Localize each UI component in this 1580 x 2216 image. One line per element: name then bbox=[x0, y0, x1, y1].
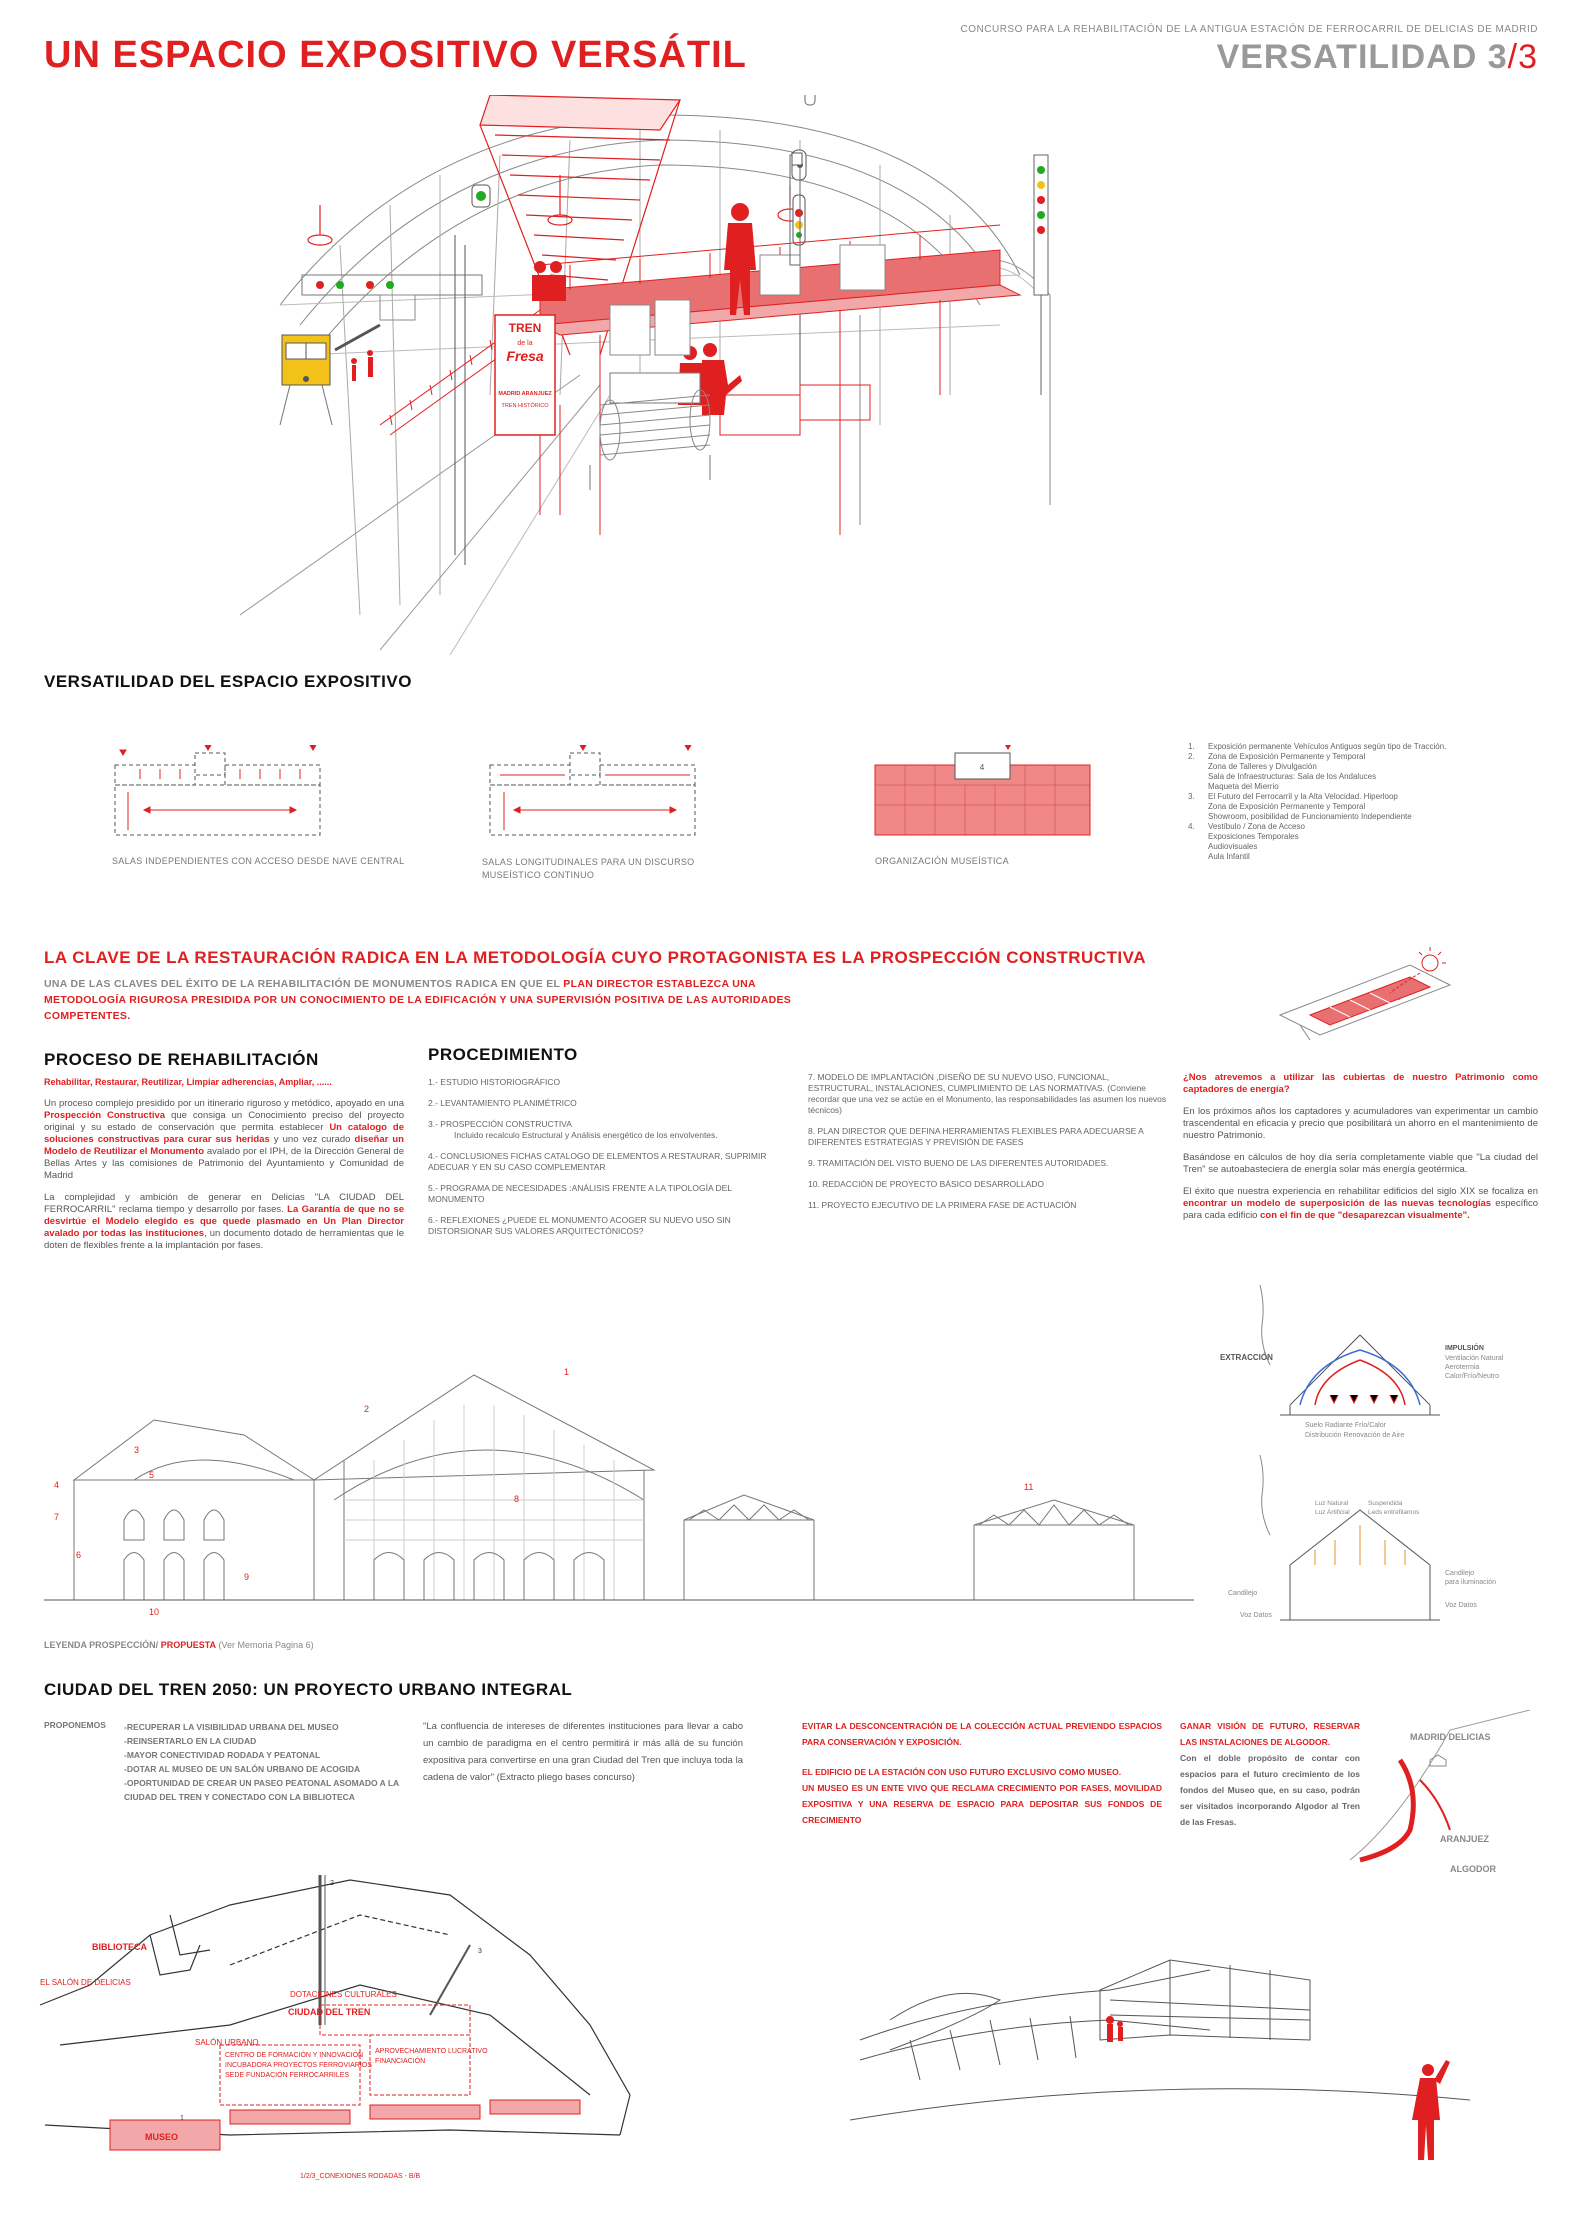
svg-text:4: 4 bbox=[979, 763, 985, 772]
plan-museo: MUSEO bbox=[145, 2132, 179, 2142]
procedimiento-col2 bbox=[808, 1072, 1168, 1221]
legend-row: 1. Exposición permanente Vehículos Antiguos según tipo de Tracción. bbox=[1188, 742, 1447, 751]
plan-biblioteca: BIBLIOTECA bbox=[92, 1942, 147, 1952]
legend-row: 3. El Futuro del Ferrocarril y la Alta Velocidad. Hiperloop bbox=[1188, 792, 1398, 801]
poster-line4: MADRID ARANJUEZ bbox=[498, 391, 552, 397]
proposal-item: -DOTAR AL MUSEO DE UN SALÓN URBANO DE ACOGIDA bbox=[124, 1764, 361, 1774]
ciudad-red-block bbox=[802, 1718, 1162, 1828]
plan-salon-delicias: EL SALÓN DE DELICIAS bbox=[40, 1978, 131, 1987]
legend-row: Showroom, posibilidad de Funcionamiento Independiente bbox=[1208, 812, 1412, 821]
poster-line2: de la bbox=[517, 340, 533, 347]
urban-plan bbox=[30, 1875, 690, 2185]
section-label: 9 bbox=[244, 1572, 250, 1582]
section-label: 1 bbox=[564, 1367, 570, 1377]
clave-intro-gray: UNA DE LAS CLAVES DEL ÉXITO DE LA REHABILITACIÓN DE MONUMENTOS RADICA EN QUE EL bbox=[44, 978, 561, 990]
page-title: UN ESPACIO EXPOSITIVO VERSÁTIL bbox=[44, 34, 747, 76]
section-label: 6 bbox=[76, 1550, 82, 1560]
legend-row: Aula Infantil bbox=[1208, 852, 1250, 861]
building-section-drawing bbox=[44, 1360, 1194, 1620]
plan-salon-urbano: SALÓN URBANO bbox=[195, 2038, 259, 2047]
procedimiento-item: 11. PROYECTO EJECUTIVO DE LA PRIMERA FASE DE ACTUACIÓN bbox=[808, 1200, 1077, 1210]
solar-roof-sketch bbox=[1270, 945, 1470, 1055]
proposal-item: -OPORTUNIDAD DE CREAR UN PASEO PEATONAL ASOMADO A LA CIUDAD DEL TREN Y CONECTADO CON LA BIBLIOTECA bbox=[124, 1778, 399, 1802]
energia-p3: El éxito que nuestra experiencia en rehabilitar edificios del siglo XIX se focaliza en encontrar un modelo de superposición de las nuevas tecnologías específico para cada edificio con el fin de que "desaparezcan visualmente". bbox=[1183, 1186, 1538, 1221]
map-label-madrid: MADRID DELICIAS bbox=[1410, 1732, 1491, 1742]
energia-p2: Basándose en cálculos de hoy día sería completamente viable que "La ciudad del Tren" se autoabasteciera de energía solar más energía geotérmica. bbox=[1183, 1152, 1538, 1175]
procedimiento-item: 1.- ESTUDIO HISTORIOGRÁFICO bbox=[428, 1077, 561, 1087]
legend-row: Zona de Talleres y Divulgación bbox=[1208, 762, 1317, 771]
procedimiento-item: 5.- PROGRAMA DE NECESIDADES :ANÁLISIS FRENTE A LA TIPOLOGÍA DEL MONUMENTO bbox=[428, 1183, 732, 1204]
section-label: 10 bbox=[149, 1607, 160, 1617]
plan-dotaciones: DOTACIONES CULTURALES bbox=[290, 1990, 397, 1999]
proceso-body bbox=[44, 1098, 404, 1252]
ciudad-evitar: EVITAR LA DESCONCENTRACIÓN DE LA COLECCIÓN ACTUAL PREVIENDO ESPACIOS PARA CONSERVACIÓN Y EXPOSICIÓN. bbox=[802, 1721, 1162, 1747]
procedimiento-title: PROCEDIMIENTO bbox=[428, 1045, 578, 1064]
legend-row: Exposiciones Temporales bbox=[1208, 832, 1299, 841]
section-legend: LEYENDA PROSPECCIÓN/ PROPUESTA (Ver Memoria Pagina 6) bbox=[44, 1640, 314, 1650]
map-label-algodor: ALGODOR bbox=[1450, 1864, 1496, 1874]
plan-incubadora: INCUBADORA PROYECTOS FERROVIARIOS bbox=[225, 2062, 372, 2069]
section-label: 5 bbox=[149, 1470, 155, 1480]
ciudad-museo-vivo: UN MUSEO ES UN ENTE VIVO QUE RECLAMA CRECIMIENTO POR FASES, MOVILIDAD EXPOSITIVA Y UNA RESERVA DE ESPACIO PARA DEPOSITAR SUS FONDOS DE CRECIMIENTO bbox=[802, 1783, 1162, 1825]
climate-distribucion: Distribución Renovación de Aire bbox=[1305, 1432, 1405, 1439]
versatilidad-total: /3 bbox=[1507, 38, 1538, 76]
poster-line3: Fresa bbox=[506, 348, 544, 364]
poster-line1: TREN bbox=[508, 321, 542, 335]
proposal-item: -RECUPERAR LA VISIBILIDAD URBANA DEL MUSEO bbox=[124, 1722, 339, 1732]
climate-impulsion: IMPULSIÓN bbox=[1445, 1345, 1484, 1352]
proceso-subtitle: Rehabilitar, Restaurar, Reutilizar, Limpiar adherencias, Ampliar, ...... bbox=[44, 1077, 332, 1087]
legend-row: Audiovisuales bbox=[1208, 842, 1258, 851]
plan-centro: CENTRO DE FORMACIÓN Y INNOVACIÓN bbox=[225, 2052, 364, 2059]
ciudad-proponemos: PROPONEMOS bbox=[44, 1720, 106, 1730]
procedimiento-item: 2.- LEVANTAMIENTO PLANIMÉTRICO bbox=[428, 1098, 577, 1108]
climate-voz-datos-right: Voz Datos bbox=[1445, 1602, 1477, 1609]
proposal-item: -MAYOR CONECTIVIDAD RODADA Y PEATONAL bbox=[124, 1750, 321, 1760]
procedimiento-col1 bbox=[428, 1077, 788, 1247]
climate-leds: Leds entrefilamos bbox=[1368, 1509, 1420, 1516]
ciudad-quote: "La confluencia de intereses de diferentes instituciones para llevar a cabo un cambio de paradigma en el centro permitirá ir más allá de su función expositiva para convertirse en una gran Ciudad del Tren que incluya toda la cadena de valor" (Extracto pliego bases concurso) bbox=[423, 1721, 743, 1783]
ciudad-edificio: EL EDIFICIO DE LA ESTACIÓN CON USO FUTURO EXCLUSIVO COMO MUSEO. bbox=[802, 1767, 1122, 1777]
climate-luz-natural: Luz Natural bbox=[1315, 1500, 1349, 1507]
section-label: 7 bbox=[54, 1512, 60, 1522]
ciudad-title: CIUDAD DEL TREN 2050: UN PROYECTO URBANO INTEGRAL bbox=[44, 1680, 573, 1699]
legend-row: Sala de Infraestructuras: Sala de los Andaluces bbox=[1208, 772, 1377, 781]
legend-row: Zona de Exposición Permanente y Temporal bbox=[1208, 802, 1366, 811]
plan-aprovechamiento: APROVECHAMIENTO LUCRATIVO bbox=[375, 2048, 488, 2055]
proceso-paragraph-1: Un proceso complejo presidido por un itinerario riguroso y metódico, apoyado en una Prospección Constructiva que consiga un Conocimiento preciso del proyecto original y su estado de conservación que permita establecer Un catalogo de soluciones constructivas para curar sus heridas y uno vez curado diseñar un Modelo de Reutilizar el Monumento avalado por el IPH, de la Dirección General de Bellas Artes y las comisiones de Patrimonio del Ayuntamiento y Comunidad de Madrid bbox=[44, 1098, 405, 1181]
map-label-aranjuez: ARANJUEZ bbox=[1440, 1834, 1490, 1844]
section-label: 8 bbox=[514, 1494, 520, 1504]
climate-impulsion-item: Calor/Frío/Neutro bbox=[1445, 1373, 1500, 1380]
climate-suspendida: Suspendida bbox=[1368, 1500, 1403, 1507]
clave-title: LA CLAVE DE LA RESTAURACIÓN RADICA EN LA METODOLOGÍA CUYO PROTAGONISTA ES LA PROSPECCIÓN CONSTRUCTIVA bbox=[44, 948, 1147, 967]
proceso-paragraph-2: La complejidad y ambición de generar en Delicias "LA CIUDAD DEL FERROCARRIL" reclama tiempo y desarrollo por fases. La Garantía de que no se desvirtúe el Modelo elegido es que quede plasmado en Un Plan Director avalado por todas las instituciones, un documento dotado de herramientas que le doten de flexibles frente a la implantación por fases. bbox=[44, 1192, 405, 1251]
ciudad-ganar: GANAR VISIÓN DE FUTURO, RESERVAR LAS INSTALACIONES DE ALGODOR. Con el doble propósito de contar con espacios para el futuro crecimiento de los fondos del Museo que, en su caso, podrán ser visitados incorporando Algodor al Tren de las Fresas. bbox=[1180, 1721, 1360, 1827]
plan-num-3: 3 bbox=[478, 1948, 482, 1955]
diagram2-caption: SALAS LONGITUDINALES PARA UN DISCURSO MUSEÍSTICO CONTINUO bbox=[482, 857, 695, 880]
section-label: 2 bbox=[364, 1404, 370, 1414]
procedimiento-item: 3.- PROSPECCIÓN CONSTRUCTIVA bbox=[428, 1119, 572, 1129]
hero-illustration bbox=[240, 95, 1240, 655]
procedimiento-item: 4.- CONCLUSIONES FICHAS CATALOGO DE ELEMENTOS A RESTAURAR, SUPRIMIR ADECUAR Y EN SU CASO COMPLEMENTAR bbox=[428, 1151, 767, 1172]
proceso-title: PROCESO DE REHABILITACIÓN bbox=[44, 1050, 319, 1069]
energia-question: ¿Nos atrevemos a utilizar las cubiertas de nuestro Patrimonio como captadores de energía? bbox=[1183, 1072, 1538, 1095]
clave-intro bbox=[44, 976, 814, 1024]
diagram3-caption: ORGANIZACIÓN MUSEÍSTICA bbox=[875, 856, 1009, 866]
diagram-organizacion-museistica bbox=[865, 745, 1125, 845]
climate-suelo: Suelo Radiante Frío/Calor bbox=[1305, 1422, 1386, 1429]
procedimiento-item: 8. PLAN DIRECTOR QUE DEFINA HERRAMIENTAS FLEXIBLES PARA ADECUARSE A DIFERENTES ESTRATEGIAS Y PREVISIÓN DE FASES bbox=[808, 1126, 1144, 1147]
diagram-salas-longitudinales bbox=[480, 745, 750, 845]
section-label: 11 bbox=[1024, 1482, 1034, 1492]
climate-luz-artificial: Luz Artificial bbox=[1315, 1509, 1350, 1516]
ciudad-proposals bbox=[124, 1720, 414, 1804]
diagram1-caption: SALAS INDEPENDIENTES CON ACCESO DESDE NAVE CENTRAL bbox=[112, 856, 405, 866]
versatilidad-title: VERSATILIDAD DEL ESPACIO EXPOSITIVO bbox=[44, 672, 412, 691]
plan-ciudad-tren: CIUDAD DEL TREN bbox=[288, 2007, 371, 2017]
climate-impulsion-item: Ventilación Natural bbox=[1445, 1355, 1504, 1362]
climate-candilejo-left: Candilejo bbox=[1228, 1590, 1258, 1597]
procedimiento-item: 9. TRAMITACIÓN DEL VISTO BUENO DE LAS DIFERENTES AUTORIDADES. bbox=[808, 1158, 1109, 1168]
climate-voz-datos-left: Voz Datos bbox=[1240, 1612, 1272, 1619]
clave-intro-red: PLAN DIRECTOR ESTABLEZCA UNA METODOLOGÍA RIGUROSA PRESIDIDA POR UN CONOCIMIENTO DE LA EDIFICACIÓN Y UNA SUPERVISIÓN POSITIVA DE LAS AUTORIDADES COMPETENTES. bbox=[44, 978, 792, 1022]
diagram-salas-independientes bbox=[110, 745, 380, 845]
energia-p1: En los próximos años los captadores y acumuladores van experimentar un cambio trascendental en eficacia y precio que posibilitará un ahorro en el mantenimiento de nuestro Patrimonio. bbox=[1183, 1106, 1538, 1141]
contest-subtitle: CONCURSO PARA LA REHABILITACIÓN DE LA ANTIGUA ESTACIÓN DE FERROCARRIL DE DELICIAS DE MADRID bbox=[960, 24, 1538, 35]
legend-row: Maqueta del Mierrio bbox=[1208, 782, 1279, 791]
legend-row: 4. Vestíbulo / Zona de Acceso bbox=[1188, 822, 1305, 831]
climate-para-iluminacion: para iluminación bbox=[1445, 1579, 1496, 1586]
versatilidad-indicator bbox=[1217, 38, 1538, 77]
plan-num-2: 2 bbox=[330, 1880, 334, 1887]
plan-num-1: 1 bbox=[180, 2115, 184, 2122]
climate-candilejo-right: Candilejo bbox=[1445, 1570, 1475, 1577]
procedimiento-item-note: Incluido recalculo Estructural y Análisis energético de los envolventes. bbox=[454, 1130, 718, 1140]
section-label: 3 bbox=[134, 1445, 140, 1455]
proposal-item: -REINSERTARLO EN LA CIUDAD bbox=[124, 1736, 257, 1746]
procedimiento-item: 6.- REFLEXIONES ¿PUEDE EL MONUMENTO ACOGER SU NUEVO USO SIN DISTORSIONAR SUS VALORES ARQUITECTÓNICOS? bbox=[428, 1215, 731, 1236]
climate-diagrams bbox=[1220, 1265, 1540, 1635]
plan-conexiones: 1/2/3_CONEXIONES RODADAS - B/B bbox=[300, 2173, 421, 2180]
plan-financiacion: FINANCIACIÓN bbox=[375, 2058, 426, 2065]
urban-perspective-sketch bbox=[850, 1920, 1470, 2180]
plan-fundacion: SEDE FUNDACIÓN FERROCARRILES bbox=[225, 2072, 350, 2079]
versatilidad-legend bbox=[1188, 742, 1528, 862]
climate-extraccion: EXTRACCIÓN bbox=[1220, 1353, 1273, 1362]
legend-row: 2. Zona de Exposición Permanente y Temporal bbox=[1188, 752, 1366, 761]
energia-block bbox=[1183, 1072, 1538, 1222]
section-label: 4 bbox=[54, 1480, 60, 1490]
poster-line5: TREN HISTÓRICO bbox=[501, 403, 549, 409]
procedimiento-item: 7. MODELO DE IMPLANTACIÓN ,DISEÑO DE SU NUEVO USO, FUNCIONAL, ESTRUCTURAL, INSTALACIONES, CUMPLIMIENTO DE LAS NORMATIVAS. (Conviene recordar que una vez se actúe en el Monumento, las responsabilidades las asumen los nuevos técnicos) bbox=[808, 1072, 1167, 1115]
route-map bbox=[1330, 1710, 1540, 1890]
climate-impulsion-item: Aerotermia bbox=[1445, 1364, 1480, 1371]
procedimiento-item: 10. REDACCIÓN DE PROYECTO BÁSICO DESARROLLADO bbox=[808, 1179, 1045, 1189]
versatilidad-label: VERSATILIDAD 3 bbox=[1216, 38, 1508, 76]
